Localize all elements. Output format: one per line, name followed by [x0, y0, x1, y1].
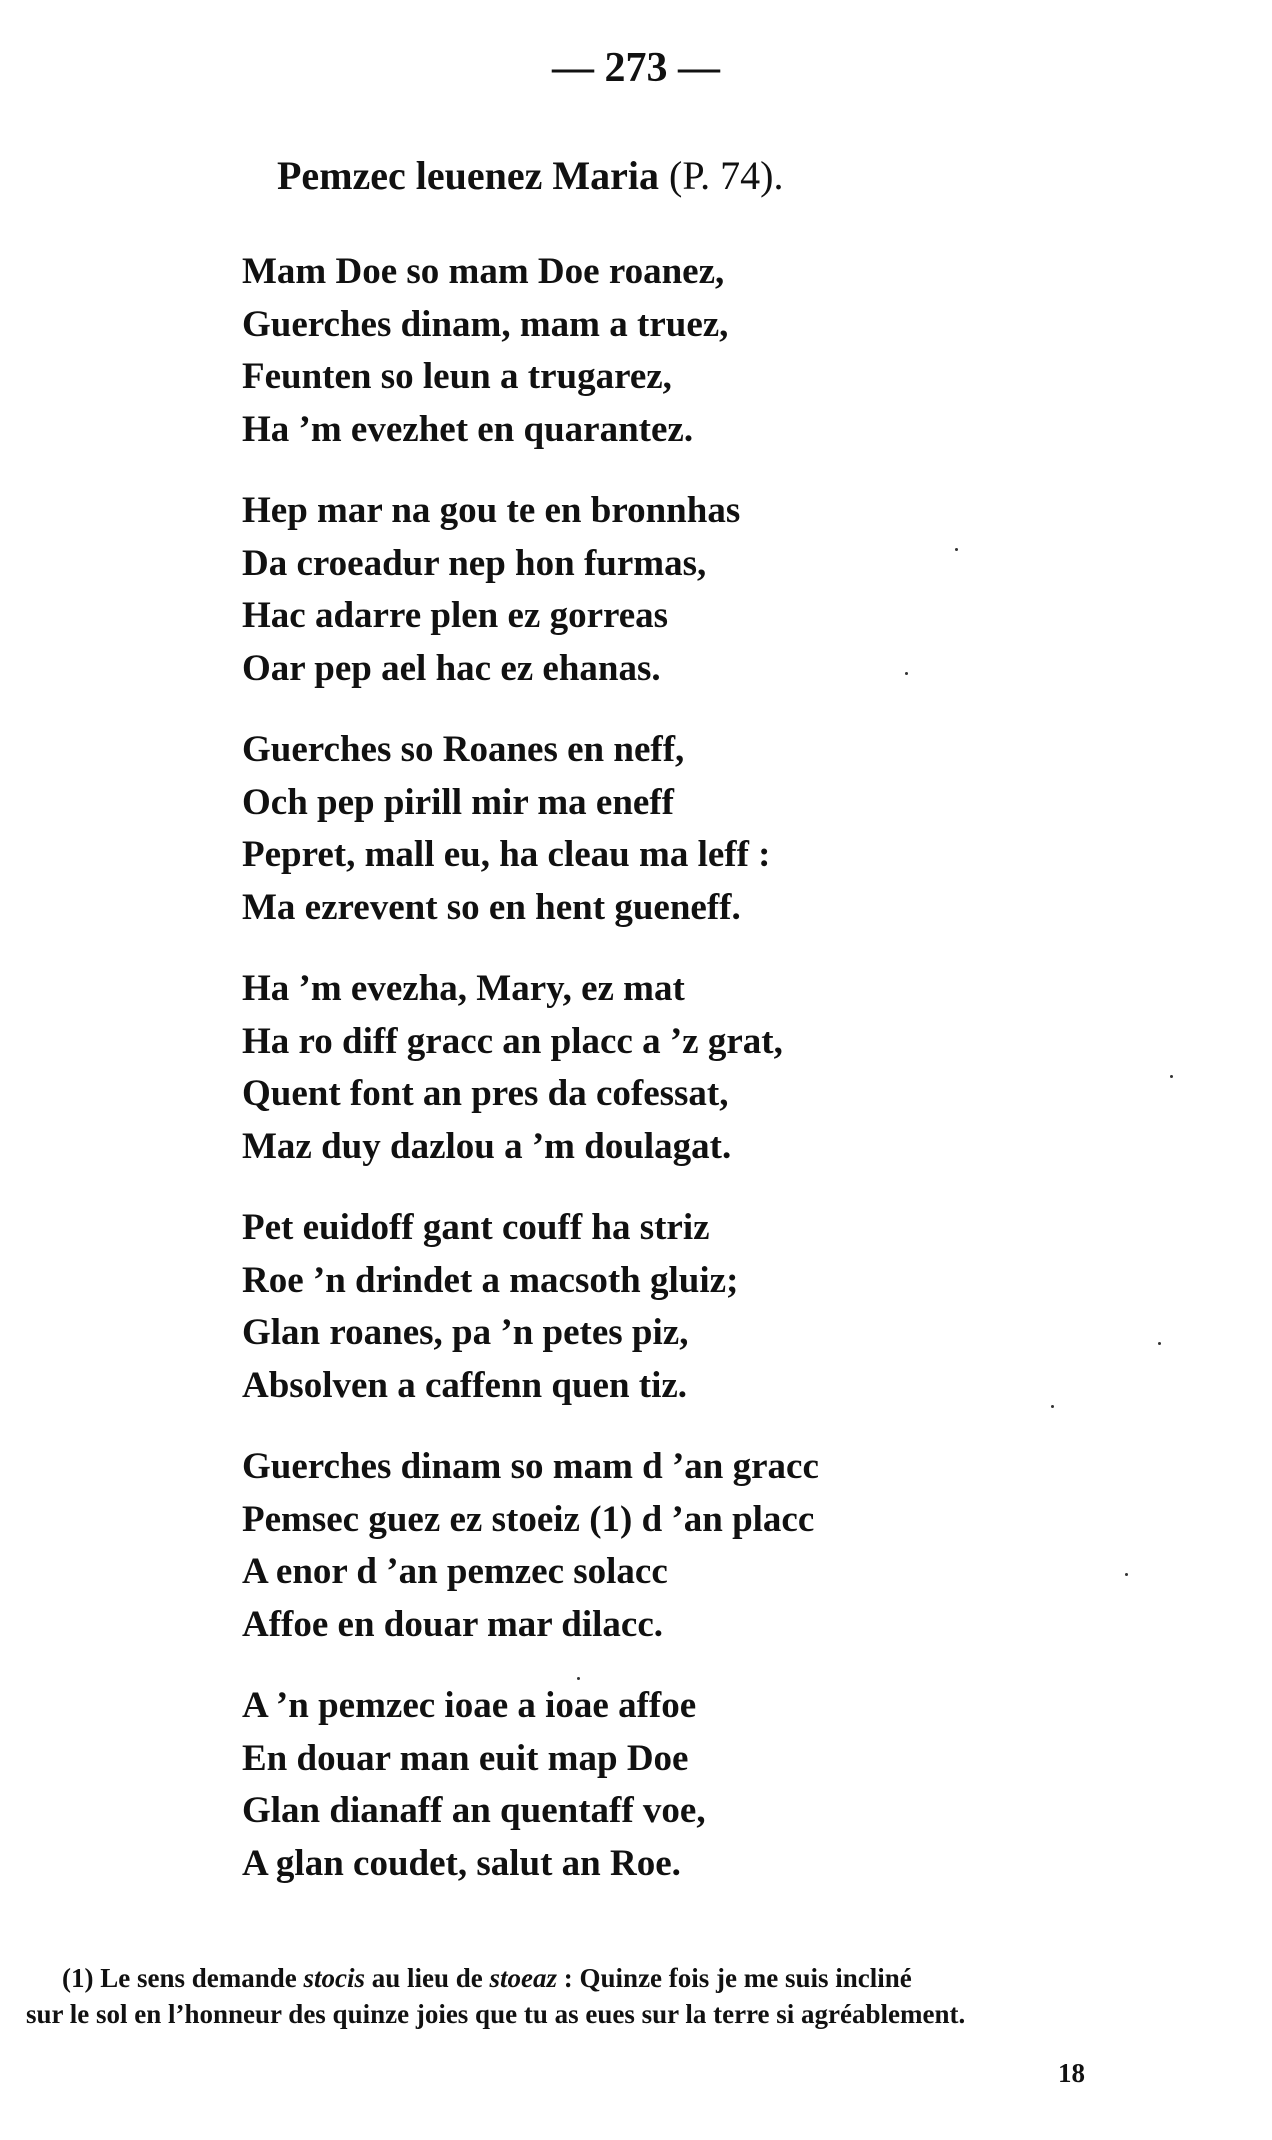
paper-speck: [1170, 1075, 1173, 1078]
footnote-text: : Quinze fois je me suis incliné: [557, 1963, 912, 1993]
stanza: [242, 246, 1182, 456]
paper-speck: [905, 672, 908, 675]
footnote-emphasis: stoeaz: [489, 1963, 558, 1993]
verse-line: Da croeadur nep hon furmas,: [242, 542, 707, 584]
verse-line: Pepret, mall eu, ha cleau ma leff :: [242, 834, 771, 875]
footnote: [26, 1960, 1166, 2032]
verse-line: Affoe en douar mar dilacc.: [242, 1603, 664, 1645]
paper-speck: [577, 1677, 580, 1680]
footnote-line: sur le sol en l’honneur des quinze joies que tu as eues sur la terre si agréablement.: [26, 1999, 966, 2029]
paper-speck: [955, 548, 958, 551]
page-number: — 273 —: [552, 45, 720, 91]
footnote-text: Le sens demande: [93, 1963, 304, 1993]
verse-line: Glan dianaff an quentaff voe,: [242, 1790, 706, 1831]
paper-speck: [1158, 1342, 1161, 1345]
verse-line: Quent font an pres da cofessat,: [242, 1073, 729, 1114]
verse-line: Ha ’m evezhet en quarantez.: [242, 408, 694, 450]
verse-line: Feunten so leun a trugarez,: [242, 356, 672, 397]
verse-line: Maz duy dazlou a ’m doulagat.: [242, 1125, 732, 1167]
verse-line: Ma ezrevent so en hent gueneff.: [242, 886, 741, 928]
stanza: [242, 1441, 1182, 1651]
verse-line: Ha ro diff gracc an placc a ’z grat,: [242, 1020, 783, 1062]
verse-line: Guerches so Roanes en neff,: [242, 729, 685, 770]
poem-title-main: Pemzec leuenez Maria: [277, 153, 660, 198]
verse-line: Hep mar na gou te en bronnhas: [242, 490, 741, 531]
stanza: [242, 1680, 1182, 1890]
verse-line: A glan coudet, salut an Roe.: [242, 1842, 681, 1884]
paper-speck: [1051, 1405, 1054, 1408]
verse-line: A ’n pemzec ioae a ioae affoe: [242, 1685, 697, 1726]
verse-line: Guerches dinam, mam a truez,: [242, 303, 729, 345]
paper-speck: [1125, 1573, 1128, 1576]
poem-title: [277, 152, 783, 199]
verse-line: Absolven a caffenn quen tiz.: [242, 1364, 688, 1406]
stanza: [242, 724, 1182, 934]
verse-line: Hac adarre plen ez gorreas: [242, 595, 669, 636]
stanza: [242, 485, 1182, 695]
signature-mark: 18: [1058, 2058, 1085, 2088]
verse-line: Och pep pirill mir ma eneff: [242, 781, 674, 823]
footnote-text: au lieu de: [365, 1963, 490, 1993]
verse-line: Guerches dinam so mam d ’an gracc: [242, 1446, 819, 1487]
verse-line: A enor d ’an pemzec solacc: [242, 1551, 668, 1592]
stanza: [242, 1202, 1182, 1412]
verse-line: Oar pep ael hac ez ehanas.: [242, 647, 661, 689]
verse-line: Pet euidoff gant couff ha striz: [242, 1207, 710, 1248]
footnote-marker: (1): [62, 1963, 94, 1993]
verse-line: En douar man euit map Doe: [242, 1737, 689, 1779]
footnote-line: [26, 1960, 1166, 1996]
footnote-emphasis: stocis: [303, 1963, 366, 1993]
verse-line: Ha ’m evezha, Mary, ez mat: [242, 968, 685, 1009]
verse-line: Roe ’n drindet a macsoth gluiz;: [242, 1259, 739, 1301]
poem-body: [242, 246, 1182, 1919]
stanza: [242, 963, 1182, 1173]
verse-line: Mam Doe so mam Doe roanez,: [242, 251, 725, 292]
verse-line: Pemsec guez ez stoeiz (1) d ’an placc: [242, 1498, 815, 1540]
poem-title-reference: (P. 74).: [659, 153, 784, 198]
verse-line: Glan roanes, pa ’n petes piz,: [242, 1312, 689, 1353]
